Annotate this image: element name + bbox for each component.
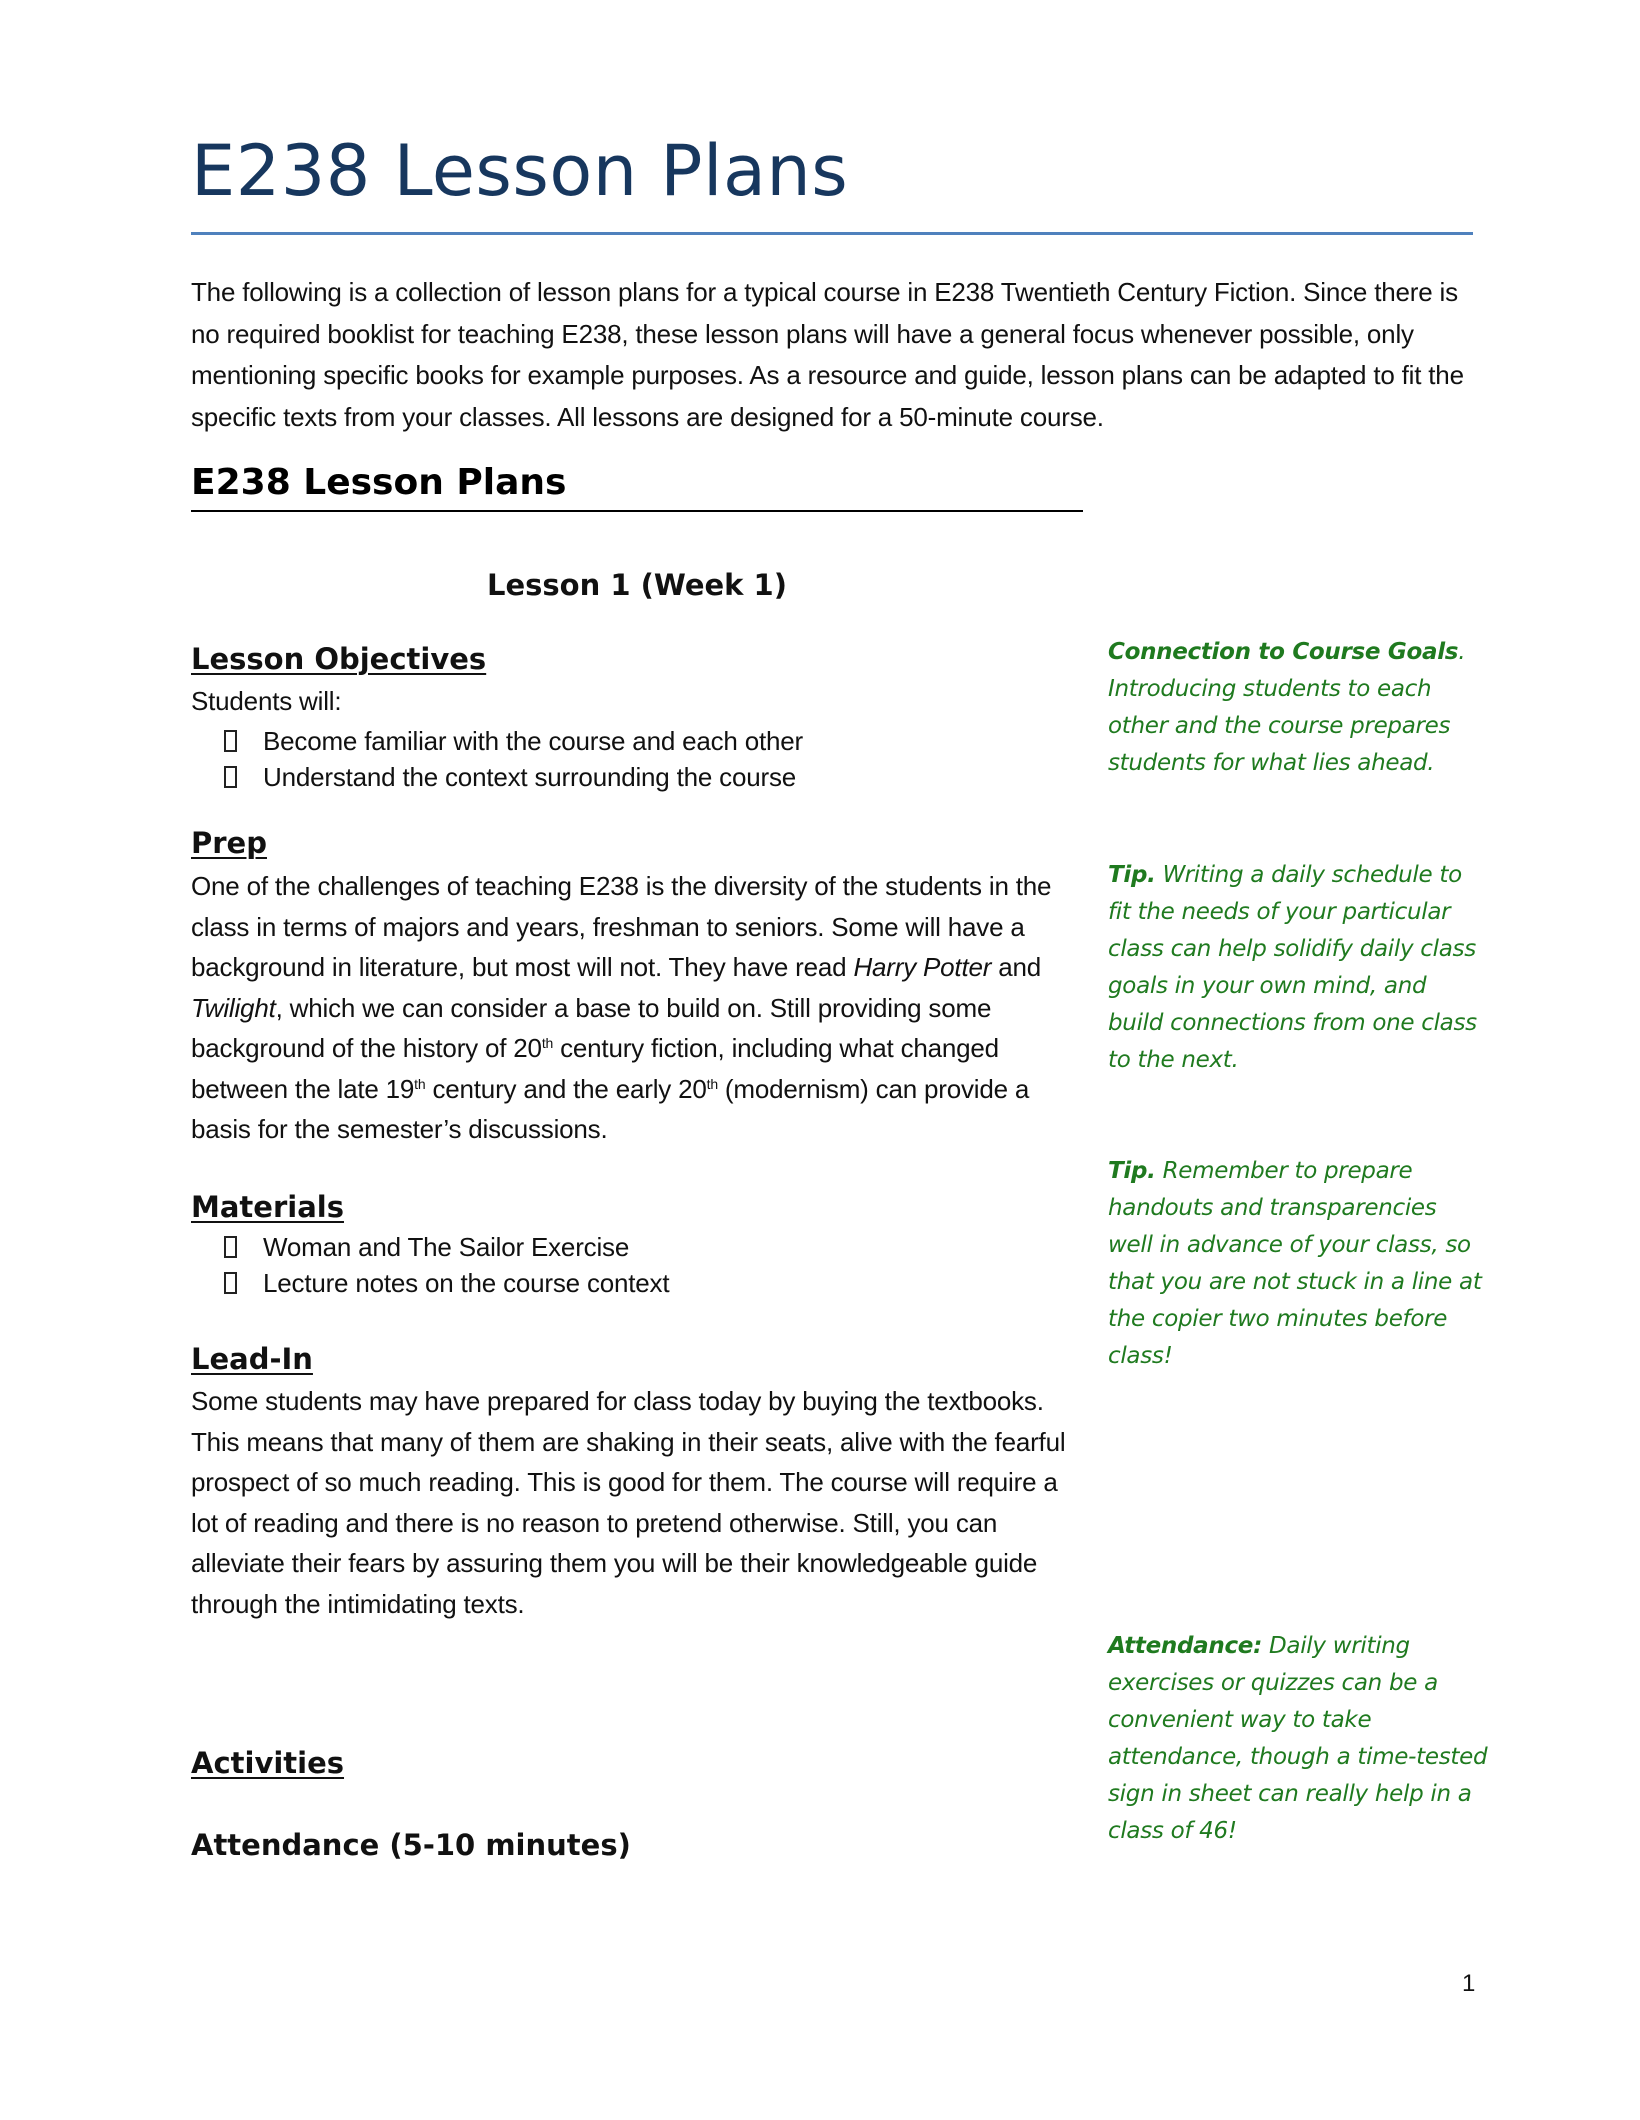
leadin-paragraph: Some students may have prepared for class today by buying the textbooks. This means that many of them are shaking in their seats, alive with the fearful prospect of so much reading. This is good for them. The course will require a lot of reading and there is no reason to pretend otherwise. Still, you can alleviate their fears by assuring them you will be their knowledgeable guide through the intimidating texts.: [191, 1386, 1066, 1619]
sidebar-note: Connection to Course Goals. Introducing students to each other and the course prepares students for what lies ahead.: [1108, 639, 1466, 776]
materials-heading: Materials: [191, 1190, 344, 1224]
list-item: Understand the context surrounding the course: [224, 759, 803, 795]
section-underline: [191, 510, 1083, 512]
prep-paragraph: One of the challenges of teaching E238 is the diversity of the students in the class in terms of majors and years, freshman to seniors. Some will have a background in literature, but most will not. They have read Harry Potter and Twilight, which we can consider a base to build on. Still providing some background of the history of 20th century fiction, including what changed between the late 19th century and the early 20th (modernism) can provide a basis for the semester’s discussions.: [191, 871, 1052, 1144]
objectives-lead: Students will:: [191, 686, 342, 716]
intro-paragraph: The following is a collection of lesson plans for a typical course in E238 Twentieth Century Fiction. Since there is no required booklist for teaching E238, these lesson plans will have a general focus whenever possible, only mentioning specific books for example purposes. As a resource and guide, lesson plans can be adapted to fit the specific texts from your classes. All lessons are designed for a 50-minute course.: [191, 277, 1464, 432]
materials-list: [224, 1229, 669, 1301]
checkbox-bullet-icon: [224, 1236, 237, 1258]
page-number: 1: [1462, 1970, 1476, 1997]
sidebar-note: Attendance: Daily writing exercises or quizzes can be a convenient way to take attendance, though a time-tested sign in sheet can really help in a class of 46!: [1108, 1633, 1488, 1844]
prep-heading: Prep: [191, 826, 267, 860]
document-title: E238 Lesson Plans: [191, 130, 849, 212]
checkbox-bullet-icon: [224, 1272, 237, 1294]
section-heading: E238 Lesson Plans: [191, 462, 567, 503]
sidebar-note: Tip. Writing a daily schedule to fit the needs of your particular class can help solidify daily class goals in your own mind, and build connections from one class to the next.: [1108, 862, 1477, 1073]
objectives-heading: Lesson Objectives: [191, 642, 487, 676]
leadin-heading: Lead-In: [191, 1342, 313, 1376]
list-item: Woman and The Sailor Exercise: [224, 1229, 669, 1265]
book-title: Harry Potter: [853, 952, 992, 982]
checkbox-bullet-icon: [224, 766, 237, 788]
sidebar-note: Tip. Remember to prepare handouts and transparencies well in advance of your class, so that you are not stuck in a line at the copier two minutes before class!: [1108, 1158, 1482, 1369]
lesson-heading: Lesson 1 (Week 1): [487, 568, 787, 602]
objectives-list: [224, 723, 803, 795]
checkbox-bullet-icon: [224, 730, 237, 752]
activities-heading: Activities: [191, 1746, 345, 1780]
book-title: Twilight: [191, 992, 276, 1023]
activity-subheading: Attendance (5-10 minutes): [191, 1828, 631, 1862]
list-item: Lecture notes on the course context: [224, 1265, 669, 1301]
title-underline: [191, 232, 1473, 235]
list-item: Become familiar with the course and each other: [224, 723, 803, 759]
